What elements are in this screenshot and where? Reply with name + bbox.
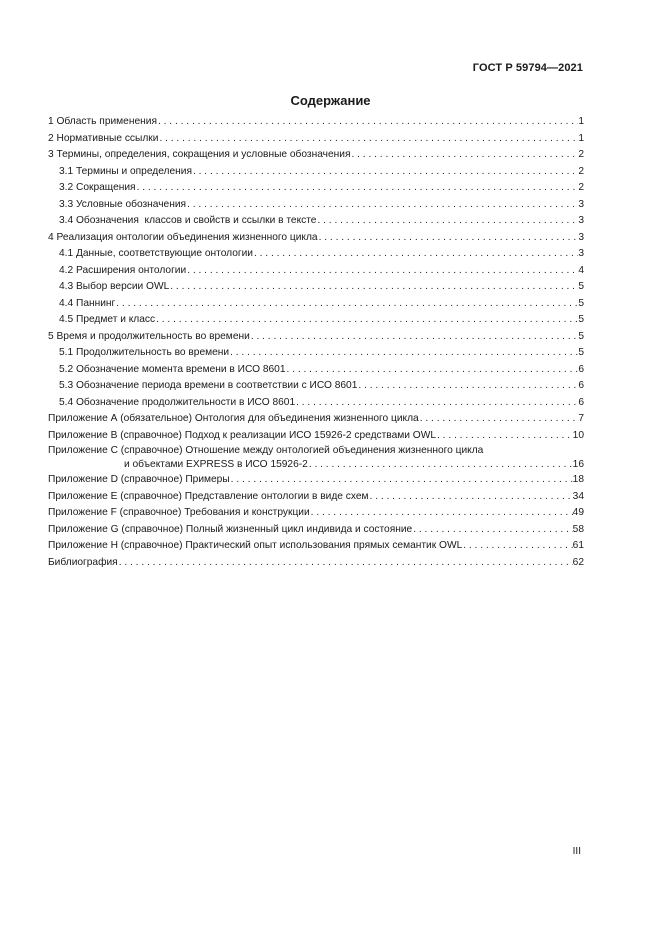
toc-entry-label: 4.4 Паннинг <box>59 297 116 309</box>
toc-entry-label: Приложение D (справочное) Примеры <box>48 474 230 485</box>
toc-entry-3-3[interactable] <box>48 197 584 214</box>
toc-entry-3-4[interactable] <box>48 213 584 230</box>
toc-leader-dots <box>295 395 578 412</box>
toc-entry-page: 62 <box>572 556 584 568</box>
toc-entry-label: Приложение А (обязательное) Онтология для объединения жизненного цикла <box>48 413 419 424</box>
toc-entry-label: 3.2 Сокращения <box>59 182 136 193</box>
toc-entry-5-4[interactable] <box>48 395 584 412</box>
toc-entry-page: 6 <box>578 396 584 408</box>
document-standard-header: ГОСТ Р 59794—2021 <box>472 62 583 74</box>
toc-leader-dots <box>250 329 579 346</box>
toc-entry-label: 3 Термины, определения, сокращения и условные обозначения <box>48 149 351 160</box>
toc-entry-page: 2 <box>578 182 584 193</box>
toc-entry-page: 5 <box>578 281 584 292</box>
toc-entry-appendix-d[interactable] <box>48 472 584 489</box>
toc-leader-dots <box>229 345 578 362</box>
toc-entry-page: 3 <box>578 198 584 210</box>
toc-entry-page: 6 <box>578 380 584 391</box>
toc-leader-dots <box>169 279 578 296</box>
toc-entry-label: 5.4 Обозначение продолжительности в ИСО 8601 <box>59 396 296 408</box>
toc-entry-label: 5.1 Продолжительность во времени <box>59 347 230 358</box>
page-title: Содержание <box>290 93 371 108</box>
toc-entry-appendix-b[interactable] <box>48 428 584 445</box>
toc-entry-page: 3 <box>578 231 584 243</box>
toc-entry-label: 5.3 Обозначение периода времени в соответствии с ИСО 8601 <box>59 380 358 391</box>
toc-entry-5[interactable] <box>48 329 584 346</box>
toc-entry-label: 5 Время и продолжительность во времени <box>48 330 250 342</box>
toc-entry-appendix-g[interactable] <box>48 522 584 539</box>
toc-entry-3-1[interactable] <box>48 164 584 181</box>
toc-entry-4[interactable] <box>48 230 584 247</box>
toc-leader-dots <box>192 164 578 181</box>
toc-entry-4-4[interactable] <box>48 296 584 313</box>
toc-entry-label: 4.1 Данные, соответствующие онтологии <box>59 248 253 259</box>
toc-leader-dots <box>158 131 578 148</box>
toc-entry-appendix-h[interactable] <box>48 538 584 555</box>
toc-entry-appendix-c[interactable] <box>48 444 584 472</box>
toc-leader-dots <box>357 378 578 395</box>
toc-entry-page: 49 <box>572 507 584 518</box>
toc-leader-dots <box>186 263 578 280</box>
toc-entry-label: 3.4 Обозначения классов и свойств и ссылки в тексте <box>59 215 317 226</box>
toc-entry-page: 5 <box>578 330 584 342</box>
toc-entry-line-1 <box>48 444 584 458</box>
toc-entry-label: Библиография <box>48 556 118 568</box>
page-number: III <box>572 846 581 857</box>
toc-leader-dots <box>230 472 573 489</box>
toc-entry-5-2[interactable] <box>48 362 584 379</box>
toc-entry-page: 3 <box>578 215 584 226</box>
toc-entry-page: 16 <box>572 459 584 470</box>
toc-entry-4-3[interactable] <box>48 279 584 296</box>
toc-entry-page: 2 <box>578 165 584 177</box>
toc-entry-label: 3.1 Термины и определения <box>59 165 192 177</box>
toc-leader-dots <box>157 114 578 131</box>
toc-leader-dots <box>253 246 578 263</box>
toc-entry-page: 34 <box>572 490 584 502</box>
toc-entry-page: 58 <box>572 523 584 535</box>
toc-leader-dots <box>436 428 573 445</box>
toc-leader-dots <box>369 489 573 506</box>
toc-entry-line-2 <box>48 458 584 472</box>
toc-entry-label: Приложение F (справочное) Требования и конструкции <box>48 507 310 518</box>
toc-leader-dots <box>462 538 572 555</box>
toc-entry-label: 2 Нормативные ссылки <box>48 132 159 144</box>
toc-entry-page: 6 <box>578 363 584 375</box>
toc-leader-dots <box>308 458 573 472</box>
toc-entry-4-2[interactable] <box>48 263 584 280</box>
toc-entry-label: Приложение В (справочное) Подход к реализации ИСО 15926-2 средствами OWL <box>48 429 437 441</box>
toc-entry-4-5[interactable] <box>48 312 584 329</box>
toc-entry-label-continued: и объектами EXPRESS в ИСО 15926-2 <box>124 459 308 470</box>
toc-leader-dots <box>318 230 579 247</box>
toc-entry-label: Приложение С (справочное) Отношение между онтологией объединения жизненного цикла <box>48 445 484 456</box>
toc-leader-dots <box>118 555 573 572</box>
toc-leader-dots <box>155 312 578 329</box>
toc-entry-page: 61 <box>572 540 584 551</box>
toc-entry-label: 4.3 Выбор версии OWL <box>59 281 170 292</box>
toc-entry-label: 5.2 Обозначение момента времени в ИСО 8601 <box>59 363 286 375</box>
toc-leader-dots <box>350 147 578 164</box>
toc-entry-label: Приложение Е (справочное) Представление онтологии в виде схем <box>48 490 369 502</box>
toc-leader-dots <box>419 411 579 428</box>
toc-leader-dots <box>310 505 573 522</box>
toc-entry-appendix-e[interactable] <box>48 489 584 506</box>
table-of-contents <box>48 114 584 571</box>
toc-entry-appendix-f[interactable] <box>48 505 584 522</box>
toc-entry-page: 1 <box>578 116 584 127</box>
toc-entry-label: 3.3 Условные обозначения <box>59 198 187 210</box>
toc-entry-label: 4.2 Расширения онтологии <box>59 264 187 276</box>
toc-entry-page: 3 <box>578 248 584 259</box>
toc-entry-page: 1 <box>578 132 584 144</box>
toc-leader-dots <box>286 362 579 379</box>
toc-entry-2[interactable] <box>48 131 584 148</box>
toc-entry-label: Приложение Н (справочное) Практический опыт использования прямых семантик OWL <box>48 540 463 551</box>
toc-entry-page: 2 <box>578 149 584 160</box>
toc-entry-page: 4 <box>578 264 584 276</box>
toc-entry-3-2[interactable] <box>48 180 584 197</box>
toc-entry-label: 4 Реализация онтологии объединения жизненного цикла <box>48 231 318 243</box>
toc-leader-dots <box>316 213 578 230</box>
toc-entry-page: 5 <box>578 347 584 358</box>
toc-entry-page: 10 <box>572 429 584 441</box>
toc-entry-bibliography[interactable] <box>48 555 584 572</box>
toc-entry-label: Приложение G (справочное) Полный жизненный цикл индивида и состояние <box>48 523 413 535</box>
toc-entry-appendix-a[interactable] <box>48 411 584 428</box>
toc-leader-dots <box>115 296 578 313</box>
toc-entry-page: 7 <box>578 413 584 424</box>
toc-entry-4-1[interactable] <box>48 246 584 263</box>
toc-leader-dots <box>412 522 572 539</box>
toc-leader-dots <box>136 180 579 197</box>
toc-entry-label: 4.5 Предмет и класс <box>59 314 156 325</box>
toc-entry-page: 18 <box>572 474 584 485</box>
toc-entry-page: 5 <box>578 297 584 309</box>
toc-entry-3[interactable] <box>48 147 584 164</box>
toc-entry-1[interactable] <box>48 114 584 131</box>
toc-entry-label: 1 Область применения <box>48 116 157 127</box>
toc-entry-5-3[interactable] <box>48 378 584 395</box>
toc-entry-5-1[interactable] <box>48 345 584 362</box>
toc-leader-dots <box>186 197 578 214</box>
toc-entry-page: 5 <box>578 314 584 325</box>
